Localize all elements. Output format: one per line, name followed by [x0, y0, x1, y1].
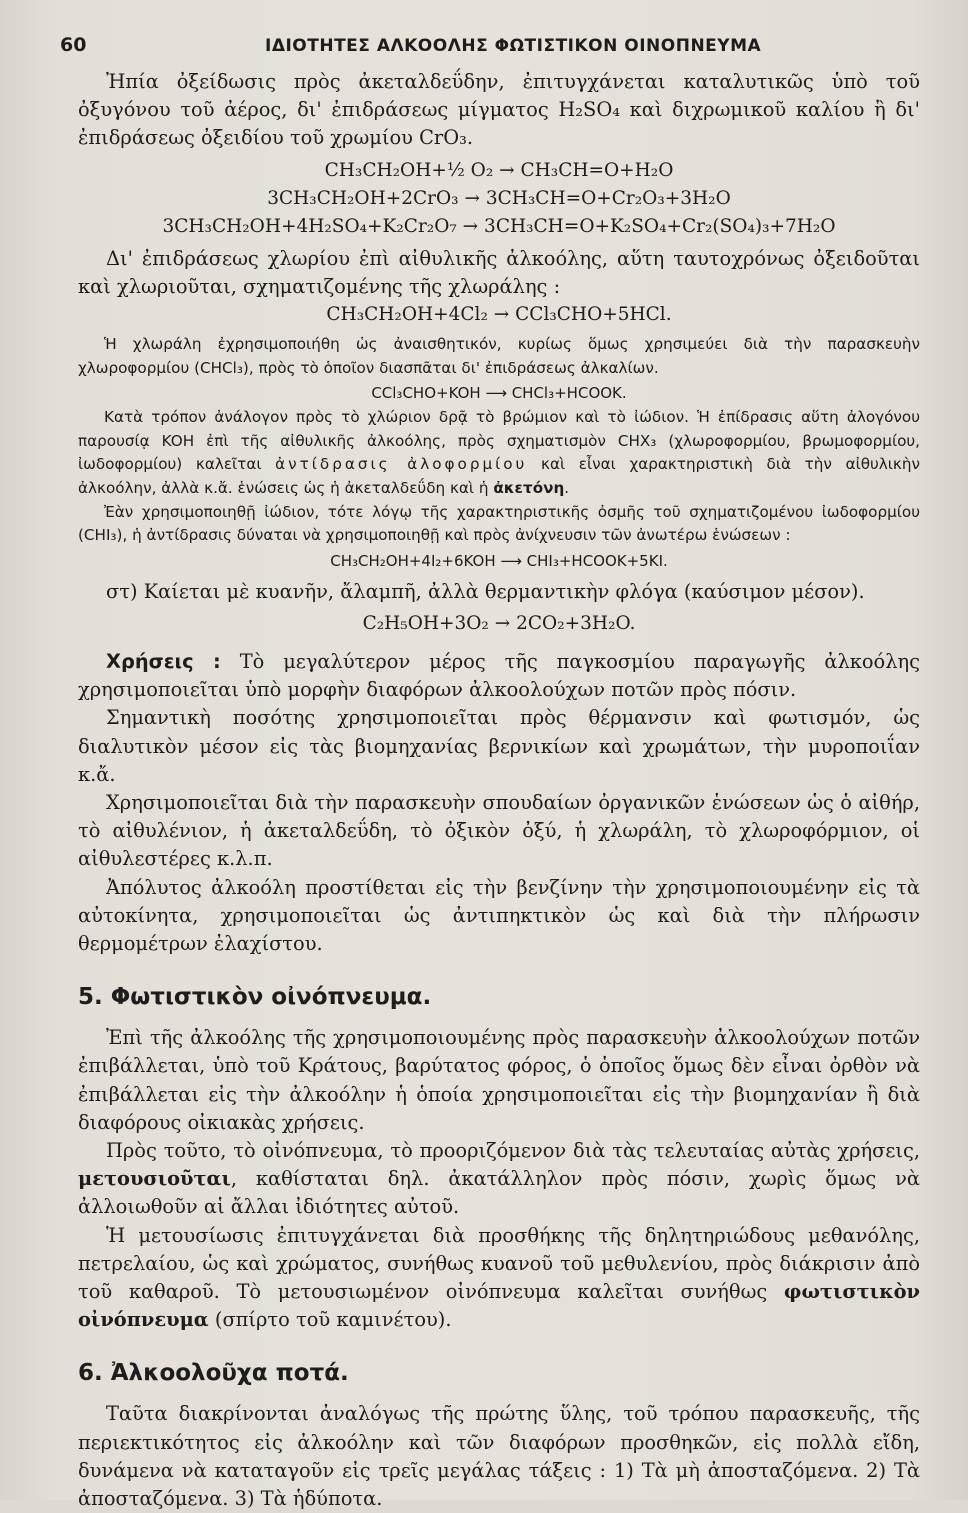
section-5-paragraph-1: Ἐπὶ τῆς ἀλκοόλης τῆς χρησιμοποιουμένης πρὸς παρασκευὴν ἀλκοολούχων ποτῶν ἐπιβάλλεται, ὑπὸ τοῦ Κράτους, βαρύτατος φόρος, ὁ ὁποῖος ὅμως δὲν εἶναι ὀρθὸν νὰ ἐπιβάλλεται εἰς τὴν ἀλκοόλην ἡ ὁποία χρησιμοποιεῖται εἰς τὴν βιομηχανίαν ἢ διὰ διαφόρους οἰκιακὰς χρήσεις. — [78, 1026, 920, 1134]
s5-p3-bold-term: φωτιστικὸν οἰνόπνευμα — [78, 1280, 920, 1332]
page-content — [78, 68, 920, 1513]
equation-2: 3CH₃CH₂OH+2CrO₃ → 3CH₃CH=O+Cr₂O₃+3H₂O — [267, 187, 731, 209]
paragraph-uses — [78, 648, 920, 704]
uses-label: Χρήσεις : — [106, 649, 221, 673]
s5-p2-text-a: Πρὸς τοῦτο, τὸ οἰνόπνευμα, τὸ προοριζόμενον διὰ τὰς τελευταίας αὐτὰς χρήσεις, — [106, 1139, 920, 1163]
s5-p2-bold-term: μετουσιοῦται — [78, 1167, 231, 1191]
equation-5: CCl₃CHO+KOH ⟶ CHCl₃+HCOOK. — [371, 384, 627, 403]
equation-7: C₂H₅OH+3O₂ → 2CO₂+3H₂O. — [362, 612, 636, 634]
equation-1: CH₃CH₂OH+½ O₂ → CH₃CH=O+H₂O — [324, 159, 674, 181]
haloform-term: ἀντίδρασις ἀλοφορμίου — [275, 455, 528, 474]
paragraph-chlorination: Δι' ἐπιδράσεως χλωρίου ἐπὶ αἰθυλικῆς ἀλκοόλης, αὕτη ταυτοχρόνως ὀξειδοῦται καὶ χλωριοῦται, σχηματιζομένης τῆς χλωράλης : — [78, 246, 920, 298]
running-title: ΙΔΙΟΤΗΤΕΣ ΑΛΚΟΟΛΗΣ ΦΩΤΙΣΤΙΚΟΝ ΟΙΝΟΠΝΕΥΜΑ — [265, 36, 762, 56]
s5-p3-text-a: Ἡ μετουσίωσις ἐπιτυγχάνεται διὰ προσθήκης τῆς δηλητηριώδους μεθανόλης, πετρελαίου, ὡς καὶ χρώματος, συνήθως κυανοῦ τοῦ μεθυλενίου, πρὸς διάκρισιν ἀπὸ τοῦ καθαροῦ. Τὸ μετουσιωμένον οἰνόπνευμα καλεῖται συνήθως — [78, 1223, 920, 1304]
paragraph-uses-2: Σημαντικὴ ποσότης χρησιμοποιεῖται πρὸς θέρμανσιν καὶ φωτισμόν, ὡς διαλυτικὸν μέσον εἰς τὰς βιομηχανίας βερνικίων καὶ χρωμάτων, τὴν μυροποιΐαν κ.ἄ. — [78, 706, 920, 786]
note-haloform-text-2: καὶ εἶναι χαρακτηριστικὴ διὰ τὴν αἰθυλικὴν ἀλκοόλην, ἀλλὰ κ.ἄ. ἑνώσεις ὡς ἡ ἀκεταλδεΰδη καὶ ἡ — [78, 455, 920, 497]
page-number: 60 — [60, 34, 87, 56]
uses-text-1: Τὸ μεγαλύτερον μέρος τῆς παγκοσμίου παραγωγῆς ἀλκοόλης χρησιμοποιεῖται ὑπὸ μορφὴν διαφόρων ἀλκοολούχων ποτῶν πρὸς πόσιν. — [78, 649, 920, 702]
section-5-paragraph-3 — [78, 1222, 920, 1335]
page-header — [60, 30, 908, 60]
note-haloform-text-3: . — [564, 478, 570, 497]
acetone-term: ἀκετόνη — [493, 478, 565, 497]
note-haloform — [78, 406, 920, 500]
section-5-paragraph-2 — [78, 1137, 920, 1222]
paragraph-combustion: στ) Καίεται μὲ κυανῆν, ἄλαμπῆ, ἀλλὰ θερμαντικὴν φλόγα (καύσιμον μέσον). — [106, 579, 865, 603]
note-iodoform: Ἐὰν χρησιμοποιηθῇ ἰώδιον, τότε λόγῳ τῆς χαρακτηριστικῆς ὀσμῆς τοῦ σχηματιζομένου ἰωδοφορμίου (CHI₃), ἡ ἀντίδρασις δύναται νὰ χρησιμοποιηθῇ καὶ πρὸς ἀνίχνευσιν τῶν ἀνωτέρω ἑνώσεων : — [78, 502, 920, 545]
paragraph-uses-3: Χρησιμοποιεῖται διὰ τὴν παρασκευὴν σπουδαίων ὀργανικῶν ἑνώσεων ὡς ὁ αἰθήρ, τὸ αἰθυλένιον, ἡ ἀκεταλδεΰδη, τὸ ὀξικὸν ὀξύ, ἡ χλωράλη, τὸ χλωροφόρμιον, οἱ αἰθυλεστέρες κ.λ.π. — [78, 790, 920, 871]
equation-3: 3CH₃CH₂OH+4H₂SO₄+K₂Cr₂O₇ → 3CH₃CH=O+K₂SO₄+Cr₂(SO₄)₃+7H₂O — [162, 215, 836, 237]
equation-6: CH₃CH₂OH+4I₂+6KOH ⟶ CHI₃+HCOOK+5KI. — [330, 551, 668, 570]
s5-p2-text-b: , καθίσταται δηλ. ἀκατάλληλον πρὸς πόσιν, χωρὶς ὅμως νὰ ἀλλοιωθοῦν αἱ ἄλλαι ἰδιότητες αὐτοῦ. — [78, 1167, 920, 1219]
section-6-heading: 6. Ἀλκοολοῦχα ποτά. — [78, 1360, 349, 1387]
section-5-heading: 5. Φωτιστικὸν οἰνόπνευμα. — [78, 984, 432, 1011]
s5-p3-text-b: (σπίρτο τοῦ καμινέτου). — [208, 1308, 452, 1332]
paragraph-uses-4: Ἀπόλυτος ἀλκοόλη προστίθεται εἰς τὴν βενζίνην τὴν χρησιμοποιουμένην εἰς τὰ αὐτοκίνητα, χρησιμοποιεῖται ὡς ἀντιπηκτικὸν ὡς καὶ διὰ τὴν πλήρωσιν θερμομέτρων ἐλαχίστου. — [78, 875, 920, 955]
note-chloral: Ἡ χλωράλη ἐχρησιμοποιήθη ὡς ἀναισθητικόν, κυρίως ὅμως χρησιμεύει διὰ τὴν παρασκευὴν χλωροφορμίου (CHCl₃), πρὸς τὸ ὁποῖον διασπᾶται δι' ἐπιδράσεως ἀλκαλίων. — [78, 335, 920, 377]
section-6-paragraph-1: Ταῦτα διακρίνονται ἀναλόγως τῆς πρώτης ὕλης, τοῦ τρόπου παρασκευῆς, τῆς περιεκτικότητος εἰς ἀλκοόλην καὶ τῶν διαφόρων προσθηκῶν, εἰς πολλὰ εἴδη, δυνάμενα νὰ καταταγοῦν εἰς τρεῖς μεγάλας τάξεις : 1) Τὰ μὴ ἀποσταζόμενα. 2) Τὰ ἀποσταζόμενα. 3) Τὰ ἡδύποτα. — [78, 1402, 920, 1511]
note-haloform-text-1: Κατὰ τρόπον ἀνάλογον πρὸς τὸ χλώριον δρᾷ τὸ βρώμιον καὶ τὸ ἰώδιον. Ἡ ἐπίδρασις αὕτη ἀλογόνου παρουσίᾳ KOH ἐπὶ τῆς αἰθυλικῆς ἀλκοόλης, πρὸς σχηματισμὸν CHX₃ (χλωροφορμίου, βρωμοφορμίου, ἰωδοφορμίου) καλεῖται — [78, 408, 920, 474]
equation-4: CH₃CH₂OH+4Cl₂ → CCl₃CHO+5HCl. — [326, 304, 672, 326]
paragraph-oxidation: Ἠπία ὀξείδωσις πρὸς ἀκεταλδεΰδην, ἐπιτυγχάνεται καταλυτικῶς ὑπὸ τοῦ ὀξυγόνου τοῦ ἀέρος, δι' ἐπιδράσεως μίγματος H₂SO₄ καὶ διχρωμικοῦ καλίου ἢ δι' ἐπιδράσεως ὀξειδίου τοῦ χρωμίου CrO₃. — [78, 70, 920, 150]
